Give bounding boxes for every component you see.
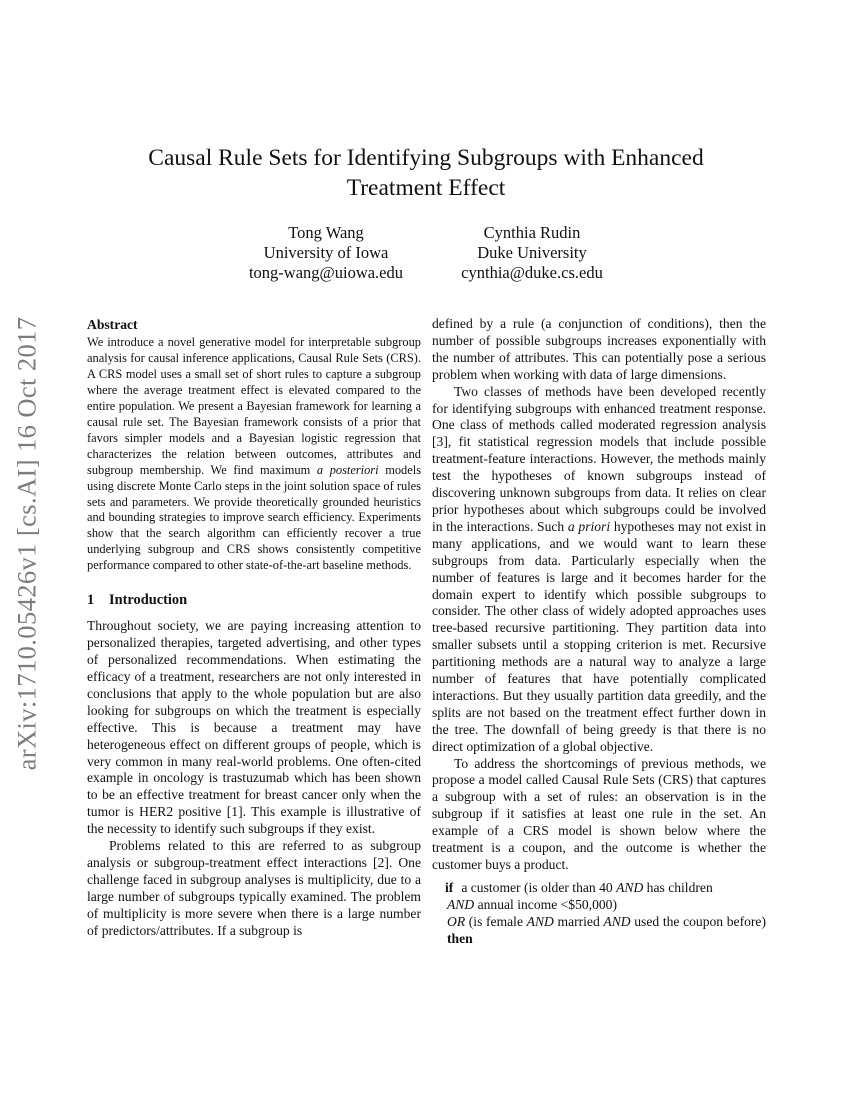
example-text: has children xyxy=(643,879,713,895)
paper-title xyxy=(86,143,766,203)
keyword-and: AND xyxy=(616,879,644,895)
example-text: annual income <$50,000) xyxy=(474,896,618,912)
intro-paragraph-4: To address the shortcomings of previous methods, we propose a model called Causal Rule Sets (CRS) that captures a subgroup with a set of rules: an observation is in the subgroup if it satisfies at least one rule in the set. An example of a CRS model is shown below where the treatment is a coupon, and the outcome is whether the customer buys a product. xyxy=(432,755,766,872)
author-name: Tong Wang xyxy=(288,223,364,242)
section-number: 1 xyxy=(87,592,95,609)
keyword-and: AND xyxy=(526,913,554,929)
section-heading-introduction xyxy=(87,592,421,609)
paragraph-text-part: Two classes of methods have been developed recently for identifying subgroups with enhanced treatment response. One class of methods called moderated regression analysis [3], fit statistical regression models that include possible treatment-feature interactions. However, the methods mainly test the hypotheses of known subgroups instead of discovering unknown subgroups from data. It relies on clear prior hypotheses about which subgroups could be involved in the interactions. Such xyxy=(432,383,766,534)
example-text: used the coupon before) xyxy=(630,913,766,929)
abstract-text-part: models using discrete Monte Carlo steps in the joint solution space of rules sets and parameters. We provide theoretically grounded heuristics and bounding strategies to improve search efficiency. Experiments show that the search algorithm can efficiently recover a true underlying subgroup and CRS shows consistently competitive performance compared to other state-of-the-art baseline methods. xyxy=(87,462,422,573)
keyword-or: OR xyxy=(447,913,466,929)
example-line-3 xyxy=(432,914,766,948)
intro-paragraph-2: Problems related to this are referred to as subgroup analysis or subgroup-treatment effect interactions [2]. One challenge faced in subgroup analyses is multiplicity, due to a large number of subgroups typically examined. The problem of multiplicity is more severe when there is a large number of predictors/attributes. If a subgroup is xyxy=(87,838,421,938)
abstract-emphasis: a posteriori xyxy=(316,462,379,477)
arxiv-stamp-text: arXiv:1710.05426v1 [cs.AI] 16 Oct 2017 xyxy=(11,316,42,770)
example-text: married xyxy=(553,913,604,929)
example-line-2 xyxy=(432,897,766,914)
keyword-then: then xyxy=(447,930,473,946)
intro-paragraph-3 xyxy=(432,384,766,756)
right-column xyxy=(432,316,766,948)
author-affiliation: Duke University xyxy=(477,243,587,262)
author-block-1 xyxy=(226,223,426,283)
keyword-and: AND xyxy=(447,896,475,912)
keyword-and: AND xyxy=(603,913,631,929)
author-name: Cynthia Rudin xyxy=(483,223,581,242)
abstract-text-part: We introduce a novel generative model for interpretable subgroup analysis for causal inference applications, Causal Rule Sets (CRS). A CRS model uses a small set of short rules to capture a subgroup where the average treatment effect is elevated compared to the entire population. We present a Bayesian framework for learning a causal rule set. The Bayesian framework consists of a prior that favors simpler models and a Bayesian logistic regression that characterizes the relation between outcomes, attributes and subgroup membership. We find maximum xyxy=(87,335,421,477)
title-line-1: Causal Rule Sets for Identifying Subgroups with Enhanced xyxy=(148,145,704,171)
paragraph-emphasis: a priori xyxy=(567,518,611,534)
section-title: Introduction xyxy=(109,592,188,609)
crs-example-rule xyxy=(432,880,766,948)
keyword-if: if xyxy=(445,879,454,895)
intro-paragraph-1: Throughout society, we are paying increasing attention to personalized therapies, targeted advertising, and other types of personalized recommendations. When estimating the efficacy of a treatment, researchers are not only interested in conclusions that apply to the whole population but are also looking for subgroups on which the treatment is especially effective. This is because a treatment may have heterogeneous effect on different groups of people, which is very common in many real-world problems. One often-cited example in oncology is trastuzumab which has been shown to be an effective treatment for breast cancer only when the tumor is HER2 positive [1]. This example is illustrative of the necessity to identify such subgroups if they exist. xyxy=(87,618,421,837)
abstract-heading: Abstract xyxy=(87,317,138,332)
left-column xyxy=(87,316,421,940)
author-affiliation: University of Iowa xyxy=(263,243,389,262)
author-block-2 xyxy=(432,223,632,283)
intro-paragraph-2-continued: defined by a rule (a conjunction of conditions), then the number of possible subgroups increases exponentially with the number of attributes. This can potentially pose a serious problem when working with data of large dimensions. xyxy=(432,316,766,382)
example-line-1 xyxy=(432,880,766,897)
author-email: tong-wang@uiowa.edu xyxy=(248,263,404,282)
arxiv-side-stamp xyxy=(2,308,52,778)
title-line-2: Treatment Effect xyxy=(346,175,506,201)
example-text: a customer (is older than 40 xyxy=(461,879,617,895)
paragraph-text-part: hypotheses may not exist in many applications, and we would want to learn these subgroups from data. Particularly especially when the number of features is large and it becomes harder for the domain expert to identify which possible subgroups to consider. The other class of widely adopted approaches uses tree-based recursive partitioning. They partition data into smaller subsets until a stopping criterion is met. Recursive partitioning methods are a natural way to analyze a large number of features that have potentially complicated interactions. But they usually partition data greedily, and the splits are not based on the treatment effect further down in the tree. The downfall of being greedy is that there is no direct optimization of a global objective. xyxy=(432,518,766,754)
example-text: (is female xyxy=(465,913,527,929)
author-email: cynthia@duke.cs.edu xyxy=(461,263,603,282)
abstract-text xyxy=(87,335,421,574)
